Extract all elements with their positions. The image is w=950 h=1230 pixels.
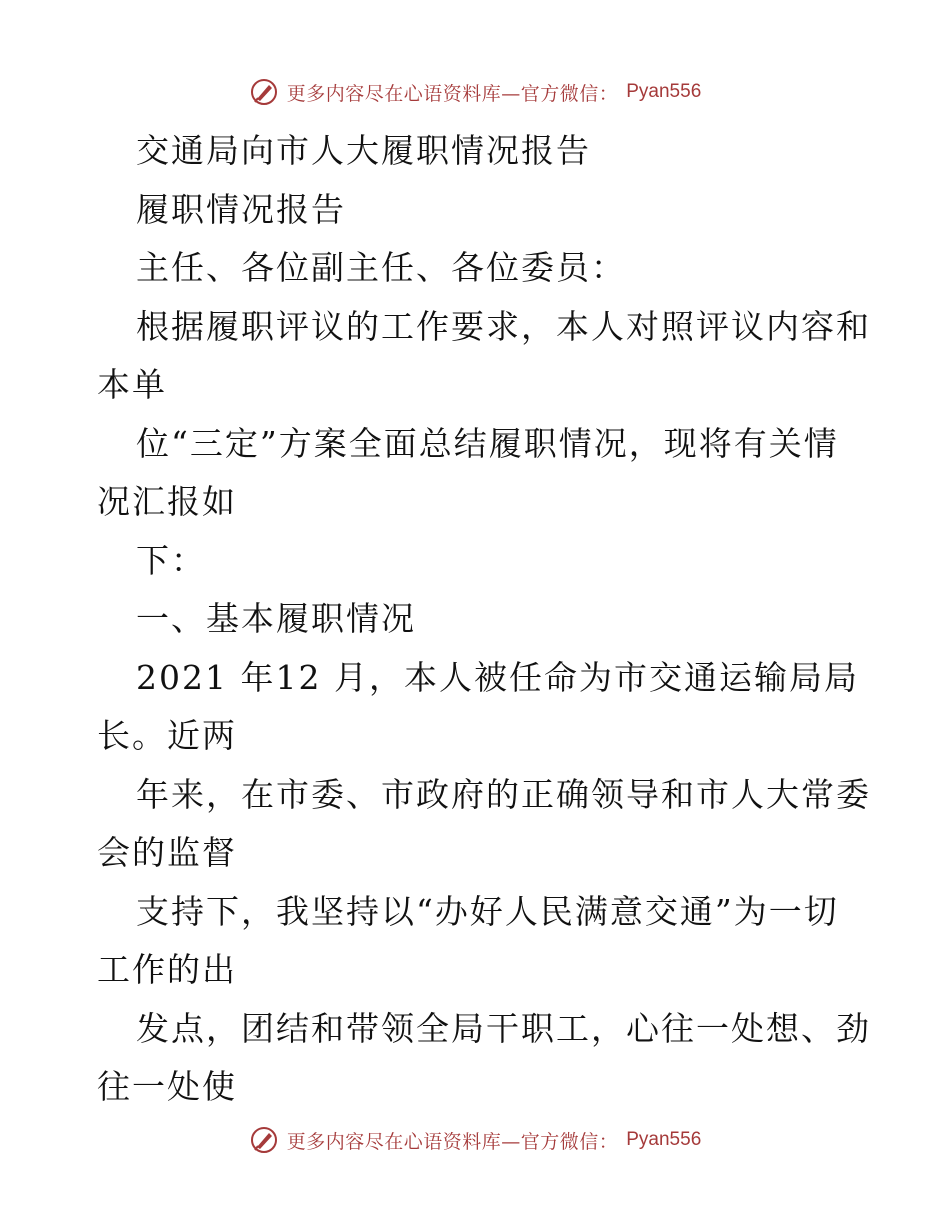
document-body — [97, 122, 871, 1117]
paragraph-line: 往一处使 — [97, 1067, 237, 1106]
footer-watermark — [0, 1120, 950, 1160]
paragraph-line: 长。近两 — [97, 716, 237, 755]
quill-pen-logo-icon — [249, 1125, 279, 1155]
section-heading: 一、基本履职情况 — [136, 599, 416, 638]
paragraph-line: 发点，团结和带领全局干职工，心往一处想、劲 — [136, 1008, 871, 1048]
paragraph-line: 年来，在市委、市政府的正确领导和市人大常委 — [136, 774, 871, 814]
paragraph-line: 况汇报如 — [97, 482, 237, 521]
watermark-wechat-id: Pyan556 — [626, 1129, 702, 1150]
salutation: 主任、各位副主任、各位委员： — [136, 248, 626, 287]
paragraph-line: 本单 — [97, 365, 167, 404]
paragraph-line: 位“三定”方案全面总结履职情况，现将有关情 — [136, 423, 839, 463]
watermark-wechat-id: Pyan556 — [626, 81, 702, 102]
paragraph-line: 工作的出 — [97, 950, 237, 989]
watermark-text: 更多内容尽在心语资料库—官方微信： — [286, 82, 619, 105]
watermark-text: 更多内容尽在心语资料库—官方微信： — [286, 1130, 619, 1153]
paragraph-line: 会的监督 — [97, 833, 237, 872]
doc-title: 交通局向市人大履职情况报告 — [136, 131, 591, 170]
paragraph-line: 支持下，我坚持以“办好人民满意交通”为一切 — [136, 891, 839, 931]
paragraph-line: 2021 年12 月，本人被任命为市交通运输局局 — [136, 657, 859, 697]
paragraph-line: 根据履职评议的工作要求，本人对照评议内容和 — [136, 306, 871, 346]
paragraph-line: 下： — [136, 540, 206, 580]
doc-subtitle: 履职情况报告 — [136, 189, 346, 229]
quill-pen-logo-icon — [249, 77, 279, 107]
header-watermark — [0, 72, 950, 112]
